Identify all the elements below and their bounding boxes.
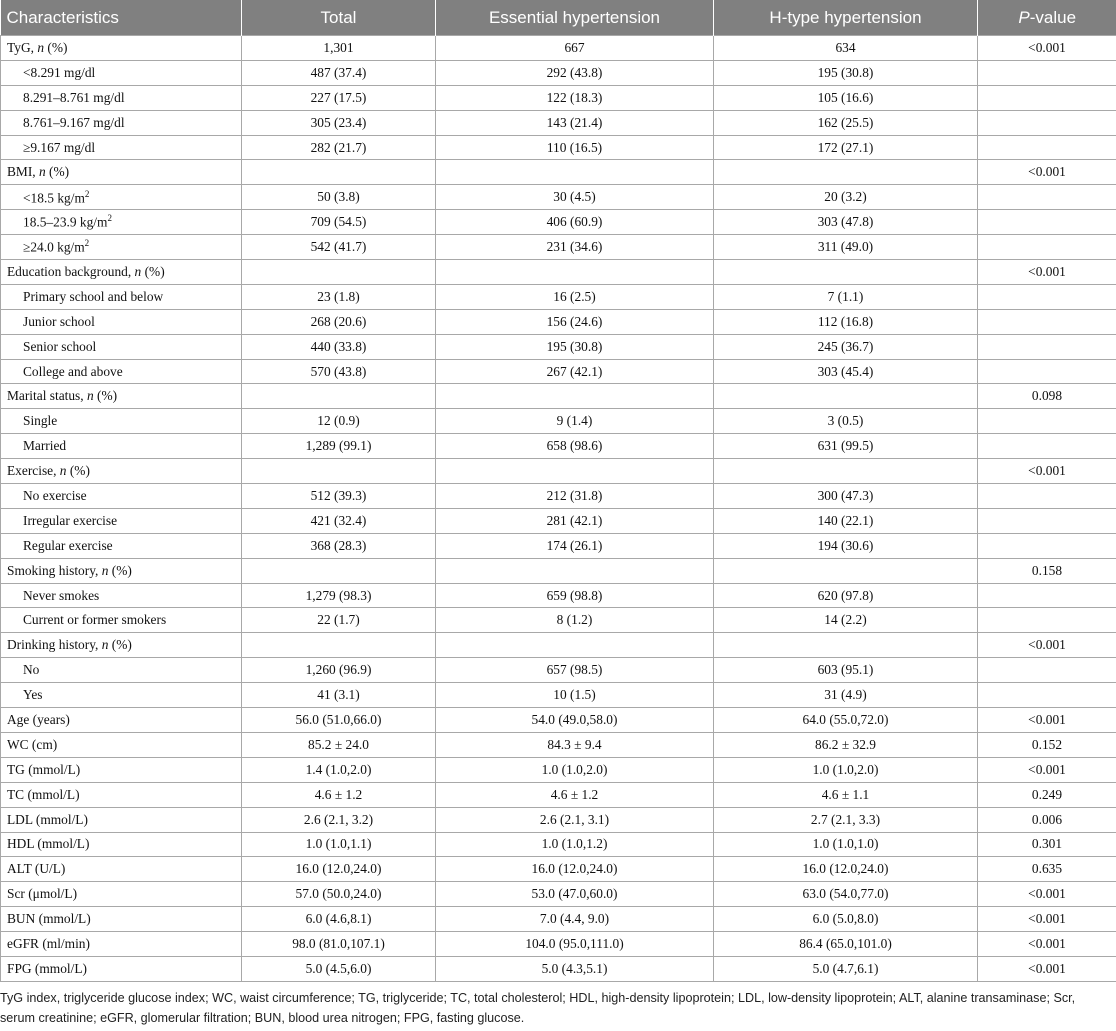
cell-h-type-hypertension: 4.6 ± 1.1 — [714, 782, 978, 807]
cell-essential-hypertension — [436, 459, 714, 484]
table-row — [1, 160, 1116, 185]
table-body — [1, 36, 1116, 982]
table-row — [1, 932, 1116, 957]
cell-h-type-hypertension: 20 (3.2) — [714, 185, 978, 210]
cell-p-value — [978, 110, 1116, 135]
cell-p-value — [978, 533, 1116, 558]
row-label — [1, 284, 242, 309]
row-label-text: 18.5–23.9 kg/m — [23, 214, 108, 230]
cell-total: 1,279 (98.3) — [242, 583, 436, 608]
row-label-text: ALT (U/L) — [7, 861, 66, 877]
cell-p-value: <0.001 — [978, 907, 1116, 932]
cell-essential-hypertension: 16 (2.5) — [436, 284, 714, 309]
row-label-text: Irregular exercise — [23, 512, 118, 528]
table-row — [1, 882, 1116, 907]
cell-essential-hypertension: 16.0 (12.0,24.0) — [436, 857, 714, 882]
cell-h-type-hypertension: 245 (36.7) — [714, 334, 978, 359]
cell-h-type-hypertension: 162 (25.5) — [714, 110, 978, 135]
row-label-text: LDL (mmol/L) — [7, 811, 88, 827]
table-row — [1, 60, 1116, 85]
cell-p-value: <0.001 — [978, 633, 1116, 658]
cell-p-value — [978, 284, 1116, 309]
row-label — [1, 608, 242, 633]
table-row — [1, 782, 1116, 807]
cell-essential-hypertension: 667 — [436, 36, 714, 61]
table-row — [1, 608, 1116, 633]
row-label — [1, 832, 242, 857]
table-row — [1, 110, 1116, 135]
row-label-text: BUN (mmol/L) — [7, 911, 91, 927]
cell-h-type-hypertension — [714, 260, 978, 285]
cell-total: 22 (1.7) — [242, 608, 436, 633]
cell-p-value: <0.001 — [978, 708, 1116, 733]
table-row — [1, 956, 1116, 981]
table-row — [1, 658, 1116, 683]
table-row — [1, 359, 1116, 384]
cell-total: 487 (37.4) — [242, 60, 436, 85]
cell-total: 23 (1.8) — [242, 284, 436, 309]
cell-h-type-hypertension: 64.0 (55.0,72.0) — [714, 708, 978, 733]
cell-h-type-hypertension: 63.0 (54.0,77.0) — [714, 882, 978, 907]
cell-total: 421 (32.4) — [242, 508, 436, 533]
table-row — [1, 384, 1116, 409]
cell-p-value: 0.301 — [978, 832, 1116, 857]
cell-h-type-hypertension: 603 (95.1) — [714, 658, 978, 683]
table-row — [1, 757, 1116, 782]
cell-total: 368 (28.3) — [242, 533, 436, 558]
cell-total: 4.6 ± 1.2 — [242, 782, 436, 807]
row-label-text: No exercise — [23, 487, 87, 503]
row-label — [1, 60, 242, 85]
cell-h-type-hypertension: 172 (27.1) — [714, 135, 978, 160]
row-label-text: Education background, — [7, 263, 135, 279]
row-label — [1, 110, 242, 135]
cell-total: 542 (41.7) — [242, 235, 436, 260]
cell-p-value: <0.001 — [978, 459, 1116, 484]
cell-total: 50 (3.8) — [242, 185, 436, 210]
row-label-text: WC (cm) — [7, 736, 58, 752]
row-label — [1, 658, 242, 683]
cell-h-type-hypertension: 300 (47.3) — [714, 484, 978, 509]
row-label-italic: n — [86, 388, 94, 404]
row-label — [1, 384, 242, 409]
row-label-text: TC (mmol/L) — [7, 786, 80, 802]
cell-h-type-hypertension: 6.0 (5.0,8.0) — [714, 907, 978, 932]
cell-essential-hypertension — [436, 160, 714, 185]
row-label — [1, 757, 242, 782]
cell-essential-hypertension: 212 (31.8) — [436, 484, 714, 509]
table-footnote: TyG index, triglyceride glucose index; WC, waist circumference; TG, triglyceride; TC, total cholesterol; HDL, high-density lipoprotein; LDL, low-density lipoprotein; ALT, alanine transaminase; Scr, serum creatinine; eGFR, glomerular filtration; BUN, blood urea nitrogen; FPG, fasting glucose. — [0, 991, 1076, 1025]
cell-total — [242, 558, 436, 583]
row-label-suffix: (%) — [66, 463, 90, 479]
row-label-text: Married — [23, 438, 67, 454]
row-label-suffix: (%) — [108, 637, 132, 653]
cell-essential-hypertension: 281 (42.1) — [436, 508, 714, 533]
table-row — [1, 583, 1116, 608]
table-row — [1, 409, 1116, 434]
row-label-suffix: (%) — [45, 164, 70, 180]
row-label — [1, 857, 242, 882]
cell-essential-hypertension: 143 (21.4) — [436, 110, 714, 135]
cell-essential-hypertension: 54.0 (49.0,58.0) — [436, 708, 714, 733]
cell-p-value — [978, 583, 1116, 608]
table-row — [1, 683, 1116, 708]
cell-essential-hypertension: 122 (18.3) — [436, 85, 714, 110]
cell-total: 1,289 (99.1) — [242, 434, 436, 459]
table-row — [1, 434, 1116, 459]
header-p-suffix: -value — [1029, 7, 1077, 27]
table-row — [1, 508, 1116, 533]
row-label — [1, 135, 242, 160]
cell-h-type-hypertension — [714, 459, 978, 484]
cell-essential-hypertension: 406 (60.9) — [436, 210, 714, 235]
row-label — [1, 807, 242, 832]
cell-essential-hypertension — [436, 384, 714, 409]
table-row — [1, 857, 1116, 882]
cell-total: 227 (17.5) — [242, 85, 436, 110]
table-row — [1, 210, 1116, 235]
cell-total: 282 (21.7) — [242, 135, 436, 160]
row-label — [1, 683, 242, 708]
row-label — [1, 533, 242, 558]
cell-total: 305 (23.4) — [242, 110, 436, 135]
cell-essential-hypertension: 5.0 (4.3,5.1) — [436, 956, 714, 981]
row-label-italic: n — [101, 637, 109, 653]
cell-total: 1.4 (1.0,2.0) — [242, 757, 436, 782]
row-label-text: TyG, — [7, 39, 38, 55]
cell-p-value — [978, 658, 1116, 683]
cell-h-type-hypertension: 86.4 (65.0,101.0) — [714, 932, 978, 957]
cell-essential-hypertension: 84.3 ± 9.4 — [436, 732, 714, 757]
row-label-text: TG (mmol/L) — [7, 761, 81, 777]
row-label — [1, 956, 242, 981]
row-label-text: Marital status, — [7, 388, 87, 404]
cell-total: 41 (3.1) — [242, 683, 436, 708]
row-label-text: Never smokes — [23, 587, 100, 603]
row-label-text: Yes — [23, 687, 43, 703]
cell-p-value: <0.001 — [978, 260, 1116, 285]
cell-p-value: 0.249 — [978, 782, 1116, 807]
cell-h-type-hypertension — [714, 160, 978, 185]
cell-h-type-hypertension: 195 (30.8) — [714, 60, 978, 85]
cell-total: 1,301 — [242, 36, 436, 61]
header-essential-hypertension: Essential hypertension — [436, 0, 714, 36]
row-label-text: Primary school and below — [23, 288, 164, 304]
cell-total: 512 (39.3) — [242, 484, 436, 509]
row-label-text: Smoking history, — [7, 562, 102, 578]
cell-p-value — [978, 484, 1116, 509]
cell-total: 98.0 (81.0,107.1) — [242, 932, 436, 957]
row-label-italic: n — [134, 263, 142, 279]
table-row — [1, 309, 1116, 334]
cell-h-type-hypertension: 31 (4.9) — [714, 683, 978, 708]
cell-p-value — [978, 683, 1116, 708]
row-label — [1, 907, 242, 932]
header-row — [1, 0, 1116, 36]
cell-total: 709 (54.5) — [242, 210, 436, 235]
row-label-text: Exercise, — [7, 463, 60, 479]
row-label — [1, 484, 242, 509]
cell-p-value — [978, 235, 1116, 260]
row-label-text: ≥9.167 mg/dl — [23, 139, 96, 155]
row-label-superscript: 2 — [84, 188, 90, 199]
cell-total — [242, 633, 436, 658]
table-row — [1, 135, 1116, 160]
row-label — [1, 210, 242, 235]
row-label — [1, 558, 242, 583]
cell-essential-hypertension: 267 (42.1) — [436, 359, 714, 384]
row-label — [1, 409, 242, 434]
cell-p-value — [978, 135, 1116, 160]
row-label-italic: n — [101, 562, 109, 578]
cell-total: 85.2 ± 24.0 — [242, 732, 436, 757]
cell-h-type-hypertension: 86.2 ± 32.9 — [714, 732, 978, 757]
cell-h-type-hypertension: 14 (2.2) — [714, 608, 978, 633]
row-label-text: FPG (mmol/L) — [7, 960, 87, 976]
cell-total: 6.0 (4.6,8.1) — [242, 907, 436, 932]
row-label-text: HDL (mmol/L) — [7, 836, 90, 852]
cell-p-value: 0.098 — [978, 384, 1116, 409]
cell-essential-hypertension: 53.0 (47.0,60.0) — [436, 882, 714, 907]
row-label — [1, 633, 242, 658]
cell-total: 268 (20.6) — [242, 309, 436, 334]
cell-h-type-hypertension: 194 (30.6) — [714, 533, 978, 558]
header-p-value — [978, 0, 1116, 36]
cell-p-value: 0.158 — [978, 558, 1116, 583]
header-total: Total — [242, 0, 436, 36]
cell-total: 570 (43.8) — [242, 359, 436, 384]
row-label — [1, 459, 242, 484]
cell-total: 16.0 (12.0,24.0) — [242, 857, 436, 882]
row-label — [1, 309, 242, 334]
cell-essential-hypertension: 231 (34.6) — [436, 235, 714, 260]
row-label-text: Scr (μmol/L) — [7, 886, 78, 902]
cell-essential-hypertension — [436, 558, 714, 583]
row-label-suffix: (%) — [108, 562, 132, 578]
cell-essential-hypertension: 195 (30.8) — [436, 334, 714, 359]
cell-h-type-hypertension: 631 (99.5) — [714, 434, 978, 459]
cell-p-value — [978, 85, 1116, 110]
row-label-text: Drinking history, — [7, 637, 102, 653]
cell-h-type-hypertension: 112 (16.8) — [714, 309, 978, 334]
cell-h-type-hypertension: 5.0 (4.7,6.1) — [714, 956, 978, 981]
table-row — [1, 36, 1116, 61]
table-row — [1, 235, 1116, 260]
cell-essential-hypertension: 659 (98.8) — [436, 583, 714, 608]
cell-p-value — [978, 359, 1116, 384]
cell-p-value — [978, 508, 1116, 533]
row-label-superscript: 2 — [107, 213, 112, 224]
cell-h-type-hypertension — [714, 558, 978, 583]
cell-essential-hypertension: 292 (43.8) — [436, 60, 714, 85]
cell-p-value: <0.001 — [978, 757, 1116, 782]
table-row — [1, 832, 1116, 857]
row-label — [1, 434, 242, 459]
cell-essential-hypertension: 9 (1.4) — [436, 409, 714, 434]
table-row — [1, 459, 1116, 484]
cell-h-type-hypertension — [714, 633, 978, 658]
row-label — [1, 882, 242, 907]
cell-essential-hypertension: 4.6 ± 1.2 — [436, 782, 714, 807]
cell-h-type-hypertension: 140 (22.1) — [714, 508, 978, 533]
row-label — [1, 334, 242, 359]
cell-h-type-hypertension: 16.0 (12.0,24.0) — [714, 857, 978, 882]
table-row — [1, 533, 1116, 558]
cell-p-value — [978, 60, 1116, 85]
cell-total: 56.0 (51.0,66.0) — [242, 708, 436, 733]
cell-total: 12 (0.9) — [242, 409, 436, 434]
row-label — [1, 583, 242, 608]
row-label-text: Junior school — [23, 313, 95, 329]
row-label-text: BMI, — [7, 164, 39, 180]
cell-p-value: <0.001 — [978, 36, 1116, 61]
cell-essential-hypertension: 2.6 (2.1, 3.1) — [436, 807, 714, 832]
row-label-text: <8.291 mg/dl — [23, 64, 96, 80]
row-label-italic: n — [59, 463, 67, 479]
cell-h-type-hypertension: 7 (1.1) — [714, 284, 978, 309]
cell-h-type-hypertension: 634 — [714, 36, 978, 61]
cell-total — [242, 160, 436, 185]
table-row — [1, 807, 1116, 832]
cell-essential-hypertension: 10 (1.5) — [436, 683, 714, 708]
cell-essential-hypertension: 104.0 (95.0,111.0) — [436, 932, 714, 957]
row-label — [1, 85, 242, 110]
cell-essential-hypertension: 1.0 (1.0,2.0) — [436, 757, 714, 782]
header-characteristics: Characteristics — [1, 0, 242, 36]
row-label-text: 8.761–9.167 mg/dl — [23, 114, 125, 130]
cell-total: 1.0 (1.0,1.1) — [242, 832, 436, 857]
row-label-text: Single — [23, 413, 58, 429]
cell-h-type-hypertension: 303 (45.4) — [714, 359, 978, 384]
cell-p-value: <0.001 — [978, 956, 1116, 981]
row-label — [1, 185, 242, 210]
cell-p-value: <0.001 — [978, 932, 1116, 957]
cell-p-value — [978, 185, 1116, 210]
row-label-suffix: (%) — [44, 39, 68, 55]
row-label-text: Age (years) — [7, 711, 70, 727]
table-row — [1, 185, 1116, 210]
cell-total: 1,260 (96.9) — [242, 658, 436, 683]
row-label-text: <18.5 kg/m — [23, 190, 85, 206]
cell-p-value: <0.001 — [978, 882, 1116, 907]
row-label — [1, 932, 242, 957]
cell-h-type-hypertension: 3 (0.5) — [714, 409, 978, 434]
cell-essential-hypertension — [436, 260, 714, 285]
cell-essential-hypertension: 658 (98.6) — [436, 434, 714, 459]
cell-h-type-hypertension: 620 (97.8) — [714, 583, 978, 608]
table-row — [1, 558, 1116, 583]
cell-total: 2.6 (2.1, 3.2) — [242, 807, 436, 832]
row-label — [1, 36, 242, 61]
table-row — [1, 708, 1116, 733]
row-label-suffix: (%) — [141, 263, 165, 279]
table-row — [1, 484, 1116, 509]
cell-essential-hypertension — [436, 633, 714, 658]
cell-p-value — [978, 334, 1116, 359]
cell-total: 57.0 (50.0,24.0) — [242, 882, 436, 907]
row-label — [1, 732, 242, 757]
cell-h-type-hypertension: 1.0 (1.0,2.0) — [714, 757, 978, 782]
cell-essential-hypertension: 1.0 (1.0,1.2) — [436, 832, 714, 857]
cell-essential-hypertension: 156 (24.6) — [436, 309, 714, 334]
row-label — [1, 160, 242, 185]
row-label-text: No — [23, 662, 40, 678]
cell-p-value — [978, 210, 1116, 235]
cell-p-value: 0.152 — [978, 732, 1116, 757]
row-label — [1, 782, 242, 807]
cell-essential-hypertension: 657 (98.5) — [436, 658, 714, 683]
row-label — [1, 359, 242, 384]
table-row — [1, 732, 1116, 757]
cell-essential-hypertension: 30 (4.5) — [436, 185, 714, 210]
cell-p-value — [978, 434, 1116, 459]
row-label-text: College and above — [23, 363, 123, 379]
cell-p-value — [978, 409, 1116, 434]
cell-p-value: <0.001 — [978, 160, 1116, 185]
cell-p-value: 0.006 — [978, 807, 1116, 832]
cell-essential-hypertension: 7.0 (4.4, 9.0) — [436, 907, 714, 932]
row-label — [1, 260, 242, 285]
cell-p-value: 0.635 — [978, 857, 1116, 882]
row-label — [1, 235, 242, 260]
row-label-italic: n — [37, 39, 45, 55]
cell-total: 5.0 (4.5,6.0) — [242, 956, 436, 981]
cell-total — [242, 260, 436, 285]
row-label — [1, 708, 242, 733]
table-row — [1, 633, 1116, 658]
cell-total — [242, 459, 436, 484]
table-row — [1, 85, 1116, 110]
table-row — [1, 260, 1116, 285]
table-row — [1, 334, 1116, 359]
row-label-text: ≥24.0 kg/m — [23, 239, 85, 255]
row-label-text: Regular exercise — [23, 537, 113, 553]
cell-essential-hypertension: 174 (26.1) — [436, 533, 714, 558]
cell-p-value — [978, 608, 1116, 633]
cell-h-type-hypertension: 1.0 (1.0,1.0) — [714, 832, 978, 857]
row-label-text: 8.291–8.761 mg/dl — [23, 89, 125, 105]
cell-h-type-hypertension — [714, 384, 978, 409]
cell-h-type-hypertension: 303 (47.8) — [714, 210, 978, 235]
row-label-italic: n — [39, 164, 46, 180]
row-label-text: Senior school — [23, 338, 97, 354]
cell-total — [242, 384, 436, 409]
header-h-type-hypertension: H-type hypertension — [714, 0, 978, 36]
cell-h-type-hypertension: 311 (49.0) — [714, 235, 978, 260]
row-label-suffix: (%) — [93, 388, 118, 404]
cell-h-type-hypertension: 2.7 (2.1, 3.3) — [714, 807, 978, 832]
cell-essential-hypertension: 110 (16.5) — [436, 135, 714, 160]
cell-p-value — [978, 309, 1116, 334]
row-label-superscript: 2 — [84, 238, 90, 249]
table-row — [1, 907, 1116, 932]
header-p-italic: P — [1018, 7, 1030, 27]
cell-total: 440 (33.8) — [242, 334, 436, 359]
table-row — [1, 284, 1116, 309]
cell-essential-hypertension: 8 (1.2) — [436, 608, 714, 633]
row-label-text: eGFR (ml/min) — [7, 936, 90, 951]
cell-h-type-hypertension: 105 (16.6) — [714, 85, 978, 110]
row-label — [1, 508, 242, 533]
row-label-text: Current or former smokers — [23, 612, 167, 628]
